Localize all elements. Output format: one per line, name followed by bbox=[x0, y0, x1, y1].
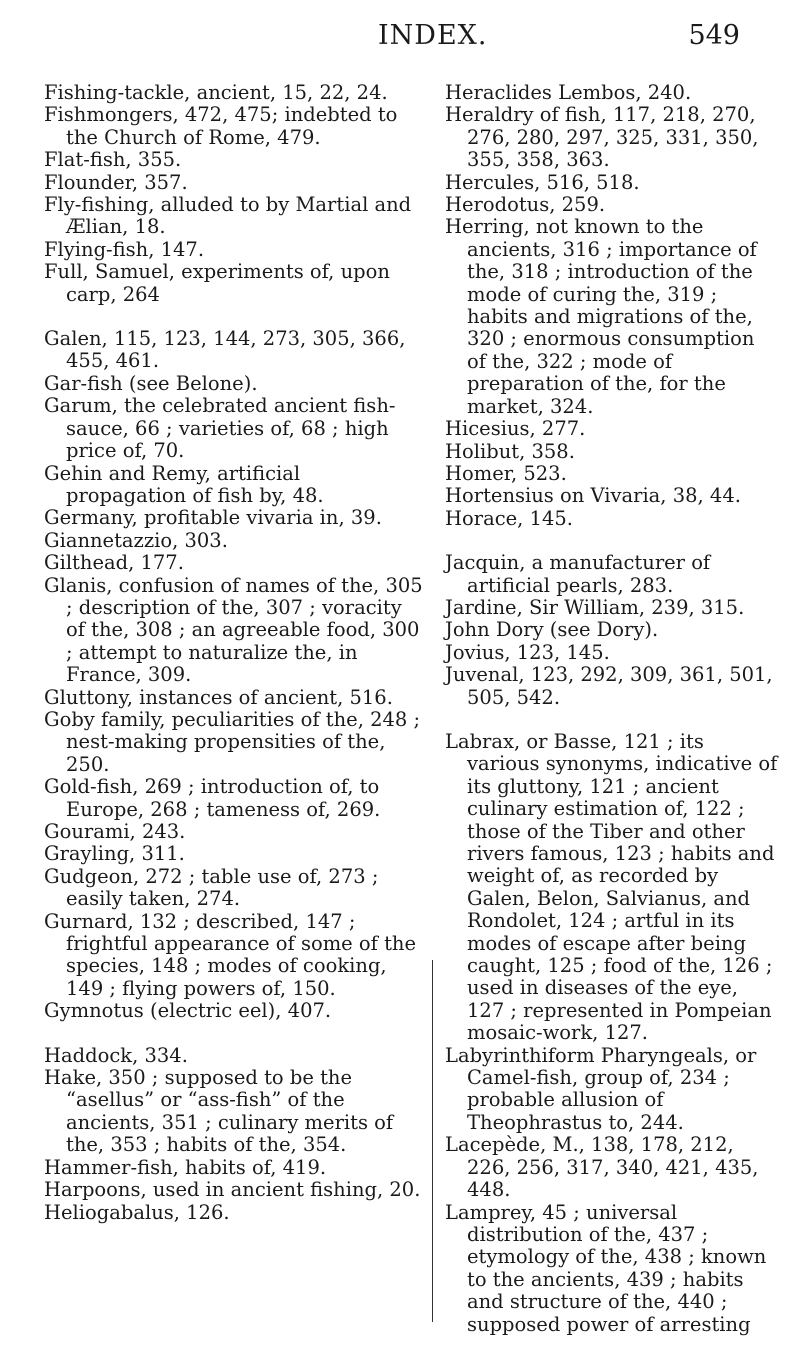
index-entry: Jovius, 123, 145. bbox=[445, 640, 610, 664]
index-entry: Hortensius on Vivaria, 38, 44. bbox=[445, 484, 741, 508]
index-entry: Full, Samuel, experiments of, upon carp, 264 bbox=[44, 260, 390, 306]
index-entry: Goby family, peculiarities of the, 248 ; nest-making propensities of the, 250. bbox=[44, 707, 421, 776]
page-header bbox=[0, 20, 800, 60]
index-entry: Hercules, 516, 518. bbox=[445, 170, 640, 194]
index-entry: Gehin and Remy, artificial propagation of fish by, 48. bbox=[44, 461, 324, 507]
index-entry: Fly-fishing, alluded to by Martial and Ælian, 18. bbox=[44, 193, 412, 239]
column-divider bbox=[432, 960, 433, 1322]
index-entry: Garum, the celebrated ancient fish-sauce, 66 ; varieties of, 68 ; high price of, 70. bbox=[44, 394, 396, 463]
index-entry: Horace, 145. bbox=[445, 506, 573, 530]
index-column-left bbox=[44, 82, 424, 1224]
index-entry: Lamprey, 45 ; universal distribution of the, 437 ; etymology of the, 438 ; known to the ancients, 439 ; habits and structure of the, 440 ; supposed power of arresting bbox=[445, 1200, 767, 1336]
index-entry: Grayling, 311. bbox=[44, 842, 185, 866]
letter-section-gap bbox=[44, 1023, 424, 1045]
index-entry: Jacquin, a manufacturer of artificial pearls, 283. bbox=[445, 551, 711, 597]
index-entry: Herodotus, 259. bbox=[445, 193, 606, 217]
index-entry: Hake, 350 ; supposed to be the “asellus” or “ass-fish” of the ancients, 351 ; culinary merits of the, 353 ; habits of the, 354. bbox=[44, 1066, 394, 1157]
index-entry: Heraldry of fish, 117, 218, 270, 276, 280, 297, 325, 331, 350, 355, 358, 363. bbox=[445, 103, 759, 172]
index-entry: Gurnard, 132 ; described, 147 ; frightful appearance of some of the species, 148 ; modes of cooking, 149 ; flying powers of, 150. bbox=[44, 909, 417, 1000]
letter-section-gap bbox=[445, 530, 778, 552]
index-entry: Glanis, confusion of names of the, 305 ; description of the, 307 ; voracity of the, 308 ; an agreeable food, 300 ; attempt to naturalize the, in France, 309. bbox=[44, 573, 423, 687]
index-entry: Hicesius, 277. bbox=[445, 417, 586, 441]
index-entry: Gar-fish (see Belone). bbox=[44, 371, 258, 395]
running-head-title: INDEX. bbox=[378, 20, 488, 51]
index-entry: Gluttony, instances of ancient, 516. bbox=[44, 685, 393, 709]
index-entry: Holibut, 358. bbox=[445, 439, 575, 463]
index-entry: Labrax, or Basse, 121 ; its various synonyms, indicative of its gluttony, 121 ; ancient culinary estimation of, 122 ; those of the Tiber and other rivers famous, 123 ; habits and weight of, as recorded by Galen, Belon, Salvianus, and Rondolet, 124 ; artful in its modes of escape after being caught, 125 ; food of the, 126 ; used in diseases of the eye, 127 ; represented in Pompeian mosaic-work, 127. bbox=[445, 729, 778, 1045]
index-entry: Jardine, Sir William, 239, 315. bbox=[445, 595, 745, 619]
index-entry: Heliogabalus, 126. bbox=[44, 1200, 230, 1224]
index-entry: Gymnotus (electric eel), 407. bbox=[44, 999, 332, 1023]
index-entry: Labyrinthiform Pharyngeals, or Camel-fish, group of, 234 ; probable allusion of Theophrastus to, 244. bbox=[445, 1043, 757, 1134]
letter-section-gap bbox=[44, 306, 424, 328]
index-entry: Galen, 115, 123, 144, 273, 305, 366, 455, 461. bbox=[44, 327, 406, 373]
index-entry: Flying-fish, 147. bbox=[44, 237, 205, 261]
index-entry: Lacepède, M., 138, 178, 212, 226, 256, 317, 340, 421, 435, 448. bbox=[445, 1133, 759, 1202]
page-number: 549 bbox=[688, 20, 740, 51]
index-entry: Hammer-fish, habits of, 419. bbox=[44, 1155, 327, 1179]
index-entry: Gudgeon, 272 ; table use of, 273 ; easily taken, 274. bbox=[44, 864, 379, 911]
index-entry: Haddock, 334. bbox=[44, 1043, 188, 1067]
index-entry: Flounder, 357. bbox=[44, 170, 188, 194]
index-entry: Germany, profitable vivaria in, 39. bbox=[44, 506, 382, 530]
index-entry: Heraclides Lembos, 240. bbox=[445, 81, 692, 104]
index-entry: Juvenal, 123, 292, 309, 361, 501, 505, 542. bbox=[445, 663, 773, 709]
index-entry: John Dory (see Dory). bbox=[445, 618, 659, 642]
index-entry: Herring, not known to the ancients, 316 ; importance of the, 318 ; introduction of the mode of curing the, 319 ; habits and migrations of the, 320 ; enormous consumption of the, 322 ; mode of preparation of the, for the market, 324. bbox=[445, 215, 757, 418]
index-entry: Gourami, 243. bbox=[44, 820, 186, 843]
index-entry: Fishing-tackle, ancient, 15, 22, 24. bbox=[44, 81, 388, 104]
index-entry: Flat-fish, 355. bbox=[44, 148, 182, 172]
letter-section-gap bbox=[445, 709, 778, 731]
index-column-right bbox=[445, 82, 778, 1336]
index-entry: Gilthead, 177. bbox=[44, 551, 184, 575]
index-entry: Harpoons, used in ancient fishing, 20. bbox=[44, 1178, 421, 1202]
index-entry: Gold-fish, 269 ; introduction of, to Europe, 268 ; tameness of, 269. bbox=[44, 775, 381, 821]
index-entry: Giannetazzio, 303. bbox=[44, 528, 228, 552]
index-entry: Fishmongers, 472, 475; indebted to the Church of Rome, 479. bbox=[44, 103, 398, 149]
index-entry: Homer, 523. bbox=[445, 461, 567, 485]
